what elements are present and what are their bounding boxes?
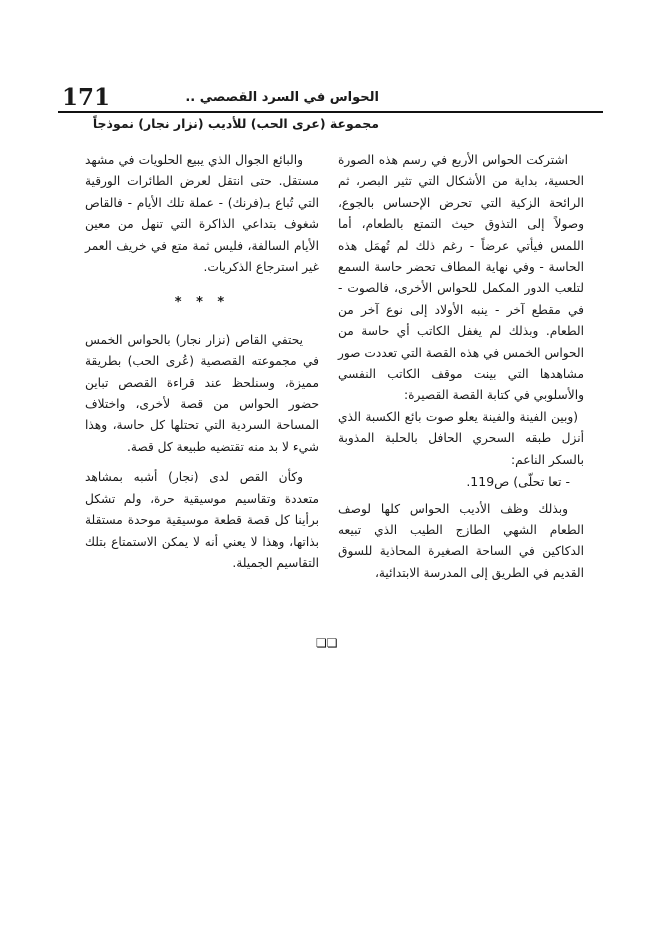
right-text-column bbox=[338, 150, 584, 584]
running-header-title: الحواس في السرد القصصي .. bbox=[185, 90, 379, 105]
body-paragraph: وكأن القص لدى (نجار) أشبه بمشاهد متعددة وتقاسيم موسيقية حرة، ولم تشكل برأينا كل قصة قطعة موسيقية موحدة مستقلة بذاتها، وهذا لا يعني أنه لا يمكن الاستمتاع بتلك التقاسيم الجميلة. bbox=[85, 470, 319, 570]
body-paragraph-continued: والبائع الجوال الذي يبيع الحلويات في مشهد مستقل. حتى انتقل لعرض الطائرات الورقية التي تُباع بـ(فرنك) - عملة تلك الأيام - فالقاص شغوف بتداعي الذاكرة التي تنهل من معين الأيام السالفة، فليس ثمة متع في خريف العمر غير استرجاع الذكريات. bbox=[85, 153, 319, 275]
quotation-citation: - تعا تحلّى) ص119. bbox=[466, 474, 570, 490]
header-divider bbox=[58, 111, 603, 113]
running-header-subtitle: مجموعة (عرى الحب) للأديب (نزار نجار) نموذجاً bbox=[92, 116, 379, 131]
page-number: 171 bbox=[62, 84, 111, 111]
body-paragraph: يحتفي القاص (نزار نجار) بالحواس الخمس في مجموعته القصصية (عُرى الحب) بطريقة مميزة، وسنلحظ عند قراءة القصص تباين حضور الحواس من قصة لأخرى، واختلاف المساحة السردية التي تحتلها كل حاسة، وهذا شيء لا بد منه تقتضيه طبيعة كل قصة. bbox=[85, 332, 319, 454]
footer-ornament-icon: ❏❏ bbox=[316, 636, 338, 650]
left-text-column bbox=[85, 150, 319, 574]
section-separator: * * * bbox=[174, 295, 230, 311]
body-paragraph: اشتركت الحواس الأربع في رسم هذه الصورة الحسية، بداية من الأشكال التي تثير البصر، ثم الرائحة الزكية التي تحرض الإحساس بالجوع، وصولاً إلى التذوق حيث التمتع بالطعام، أما اللمس فيأتي عرضاً - رغم ذلك لم تُهمَل هذه الحاسة - وفي نهاية المطاف تحضر حاسة السمع لتلعب الدور المكمل للحواس الأخرى، فالصوت - في مقطع آخر - ينبه الأولاد إلى نوع آخر من الطعام. وبذلك لم يغفل الكاتب أي حاسة من الحواس الخمس في هذه القصة التي تعددت صور مشاهدها التي بينت موقف الكاتب النفسي والأسلوبي في كتابة القصة القصيرة: bbox=[338, 153, 584, 403]
body-paragraph: وبذلك وظف الأديب الحواس كلها لوصف الطعام الشهي الطازج الطيب الذي تبيعه الدكاكين في الساحة الصغيرة المحاذية للسوق القديم في الطريق إلى المدرسة الابتدائية، bbox=[338, 501, 584, 580]
quotation: (وبين الفينة والفينة يعلو صوت بائع الكسبة الذي أنزل طبقه السحري الحافل بالحلبة المذوبة بالسكر الناعم: bbox=[338, 409, 584, 467]
